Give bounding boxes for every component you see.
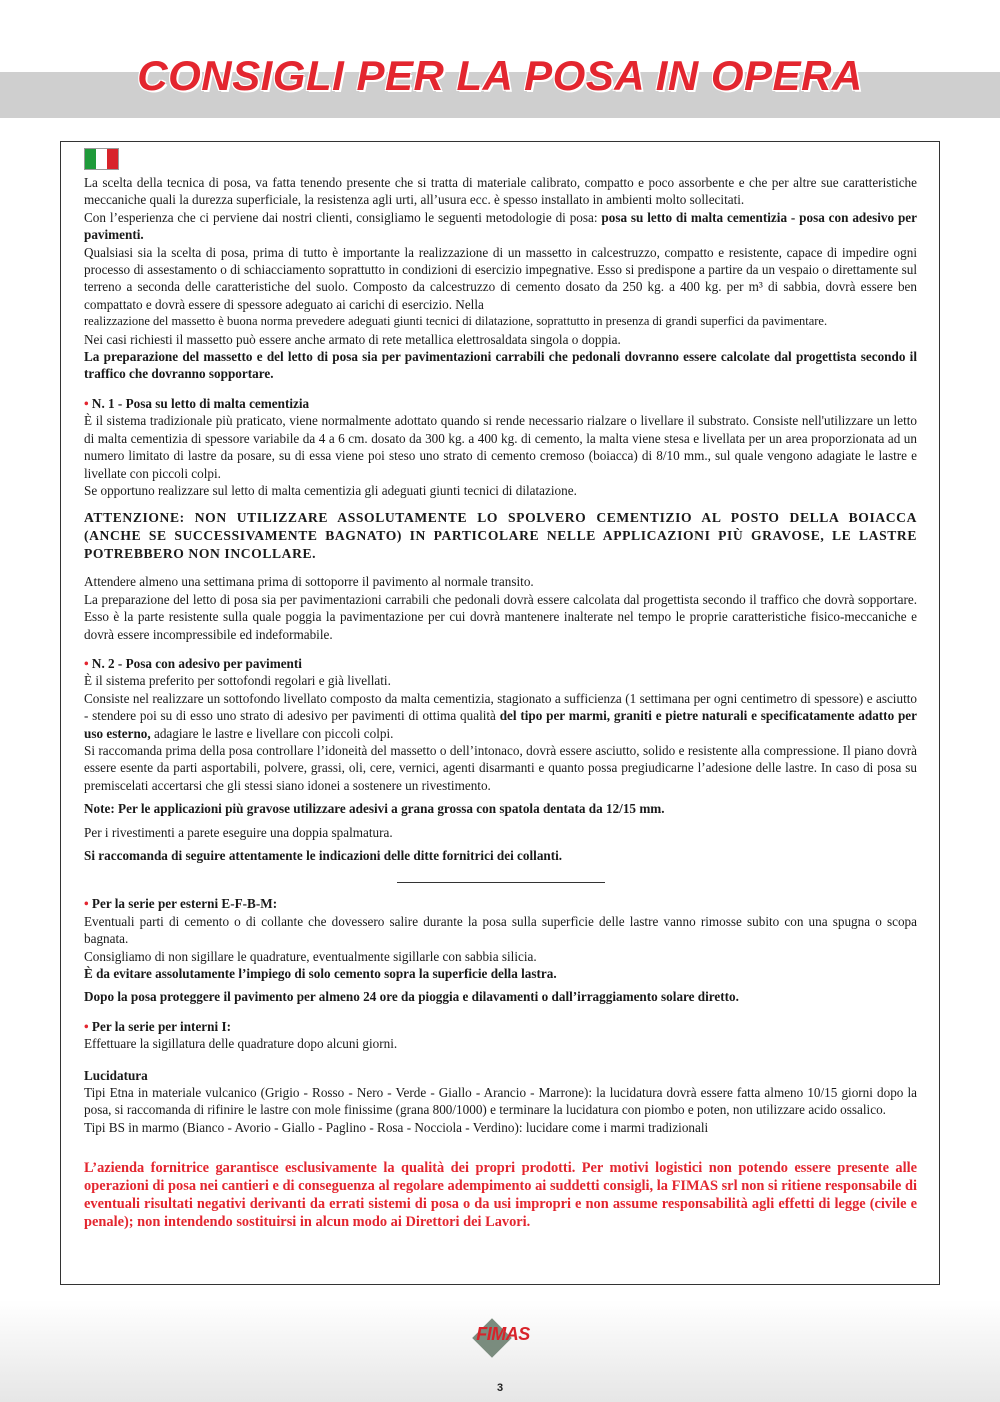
section-4-heading: • Per la serie per interni I: (84, 1018, 231, 1034)
warning-text: ATTENZIONE: NON UTILIZZARE ASSOLUTAMENTE LO SPOLVERO CEMENTIZIO AL POSTO DELLA BOIACCA (ANCHE SE SUCCESSIVAMENTE BAGNATO) IN PARTICOLARE NELLE APPLICAZIONI PIÙ GRAVOSE, LE LASTRE POTREBBERO NON INCOLLARE. (84, 510, 917, 562)
section-2-paragraph-5: Si raccomanda di seguire attentamente le indicazioni delle ditte fornitrici dei collanti. (84, 848, 563, 863)
section-1-paragraph-3: Attendere almeno una settimana prima di sottoporre il pavimento al normale transito. (84, 574, 534, 590)
divider (397, 882, 605, 883)
disclaimer-text: L’azienda fornitrice garantisce esclusivamente la qualità dei propri prodotti. Per motivi logistici non potendo essere presente alle operazioni di posa nei cantieri e di conseguenza al regolare adempimento ai suddetti consigli, la FIMAS srl non si ritiene responsabile di eventuali risultati negativi derivanti da errati sistemi di posa o da usi impropri e non assume responsabilità agli effetti di legge (civile e penale); non intendendo sostituirsi in alcun modo ai Direttori dei Lavori. (84, 1160, 917, 1230)
intro-paragraph-3: Qualsiasi sia la scelta di posa, prima di tutto è importante la realizzazione di un massetto in calcestruzzo, compatto e resistente, capace di impedire ogni processo di assestamento o di schiacciamento soprattutto in condizioni di esercizio impegnative. Esso si predispone a partire da un vespaio o direttamente sul terreno a seconda delle caratteristiche del suolo. Composto da calcestruzzo di cemento dosato da 250 kg. a 400 kg. per m³ di sabbia, dovrà essere ben compattato e dovrà essere di spessore adeguato ai carichi di esercizio. Nella (84, 244, 917, 312)
section-2-heading: • N. 2 - Posa con adesivo per pavimenti (84, 655, 302, 671)
section-5-paragraph-1: Tipi Etna in materiale vulcanico (Grigio - Rosso - Nero - Verde - Giallo - Arancio - Marrone): la lucidatura dovrà essere fatta almeno 10/15 giorni dopo la posa, si raccomanda di rifinire le lastre con mole finissime (grana 800/1000) e terminare la lucidatura con piombo e poten, non utilizzare acido ossalico. (84, 1085, 917, 1118)
intro-paragraph-6: La preparazione del massetto e del letto di posa sia per pavimentazioni carrabili che pedonali dovranno essere calcolate dal progettista secondo il traffico che dovranno sopportare. (84, 349, 917, 382)
intro-paragraph-2: Con l’esperienza che ci perviene dai nostri clienti, consigliamo le seguenti metodologie di posa: posa su letto di malta cementizia - posa con adesivo per pavimenti. (84, 209, 918, 243)
section-2-paragraph-2: Consiste nel realizzare un sottofondo livellato composto da malta cementizia, stagionato a sufficienza (1 settimana per ogni centimetro di spessore) e asciutto - stendere poi su di esso uno strato di adesivo per pavimenti di ottima qualità del tipo per marmi, graniti e pietre naturali e specificatamente adatto per uso esterno, adagiare le lastre e livellare con piccoli colpi. (84, 690, 917, 741)
section-1-paragraph-4: La preparazione del letto di posa sia per pavimentazioni carrabili che pedonali dovrà essere calcolata dal progettista secondo il traffico che dovrà sopportare. Esso è la parte resistente sulla quale poggia la pavimentazione per cui dovrà mantenere inalterate nel tempo le proprie caratteristiche fisico-meccaniche e dovrà essere incompressibile ed indeformabile. (84, 591, 917, 642)
bullet-icon: • (84, 1018, 89, 1034)
fimas-logo (468, 1318, 538, 1358)
section-2-paragraph-3: Si raccomanda prima della posa controllare l’idoneità del massetto o dell’intonaco, dovrà essere asciutto, solido e resistente alla compressione. Il piano dovrà essere esente da parti asportabili, polvere, grassi, oli, cere, vernici, agenti disarmanti e quanto possa pregiudicarne l’adesione delle lastre. In caso di posa su premiscelati accertarsi che gli stessi siano idonei a sostenere un rivestimento. (84, 742, 917, 793)
section-5-paragraph-2: Tipi BS in marmo (Bianco - Avorio - Giallo - Paglino - Rosa - Nocciola - Verdino): lucidare come i marmi tradizionali (84, 1119, 709, 1135)
section-3-paragraph-3: È da evitare assolutamente l’impiego di solo cemento sopra la superficie della lastra. (84, 966, 557, 982)
page-number: 3 (496, 1382, 504, 1394)
intro-paragraph-4: realizzazione del massetto è buona norma prevedere adeguati giunti tecnici di dilatazione, soprattutto in presenza di grandi superfici da pavimentare. (84, 314, 828, 329)
bullet-icon: • (84, 395, 89, 411)
intro-paragraph-5: Nei casi richiesti il massetto può essere anche armato di rete metallica elettrosaldata singola o doppia. (84, 331, 621, 347)
section-3-paragraph-2: Consigliamo di non sigillare le quadrature, eventualmente sigillarle con sabbia silicia. (84, 948, 537, 964)
section-4-paragraph-1: Effettuare la sigillatura delle quadrature dopo alcuni giorni. (84, 1036, 398, 1052)
italy-flag-icon (84, 148, 119, 170)
logo-text: FIMAS (476, 1324, 530, 1344)
bullet-icon: • (84, 655, 89, 671)
intro-paragraph-1: La scelta della tecnica di posa, va fatta tenendo presente che si tratta di materiale calibrato, compatto e poco assorbente e che per altre sue caratteristiche meccaniche quali la durezza superficiale, la resistenza agli urti, all’usura ecc. è spesso installato in ambienti molto sollecitati. (84, 175, 917, 208)
section-1-paragraph-2: Se opportuno realizzare sul letto di malta cementizia gli adeguati giunti tecnici di dilatazione. (84, 482, 577, 498)
section-2-note: Note: Per le applicazioni più gravose utilizzare adesivi a grana grossa con spatola dentata da 12/15 mm. (84, 801, 665, 817)
section-3-paragraph-1: Eventuali parti di cemento o di collante che dovessero salire durante la posa sulla superfìcie delle lastre vanno rimosse subito con una spugna o scopa bagnata. (84, 913, 917, 947)
section-1-heading: • N. 1 - Posa su letto di malta cementizia (84, 395, 310, 411)
section-3-paragraph-4: Dopo la posa proteggere il pavimento per almeno 24 ore da pioggia e dilavamenti o dall’irraggiamento solare diretto. (84, 989, 739, 1005)
section-1-paragraph-1: È il sistema tradizionale più praticato, viene normalmente adottato quando si rende necessario rialzare o livellare il substrato. Consiste nell'utilizzare un letto di malta cementizia di spessore variabile da 4 a 6 cm. dosato da 300 kg. a 400 kg. di cemento, la malta viene stesa e livellata per un area proporzionata ad un numero limitato di lastre da posare, su di essa viene poi steso uno strato di cemento cremoso (boiacca) di 8/10 mm., sul quale vengono adagiate le lastre e livellate con piccoli colpi. (84, 413, 917, 481)
content-box (60, 141, 940, 1285)
bullet-icon: • (84, 896, 89, 912)
section-3-heading: • Per la serie per esterni E-F-B-M: (84, 896, 278, 912)
section-5-heading: Lucidatura (84, 1067, 148, 1083)
section-2-paragraph-1: È il sistema preferito per sottofondi regolari e già livellati. (84, 673, 391, 689)
page-title: CONSIGLI PER LA POSA IN OPERA (137, 52, 863, 99)
section-2-paragraph-4: Per i rivestimenti a parete eseguire una doppia spalmatura. (84, 824, 393, 840)
